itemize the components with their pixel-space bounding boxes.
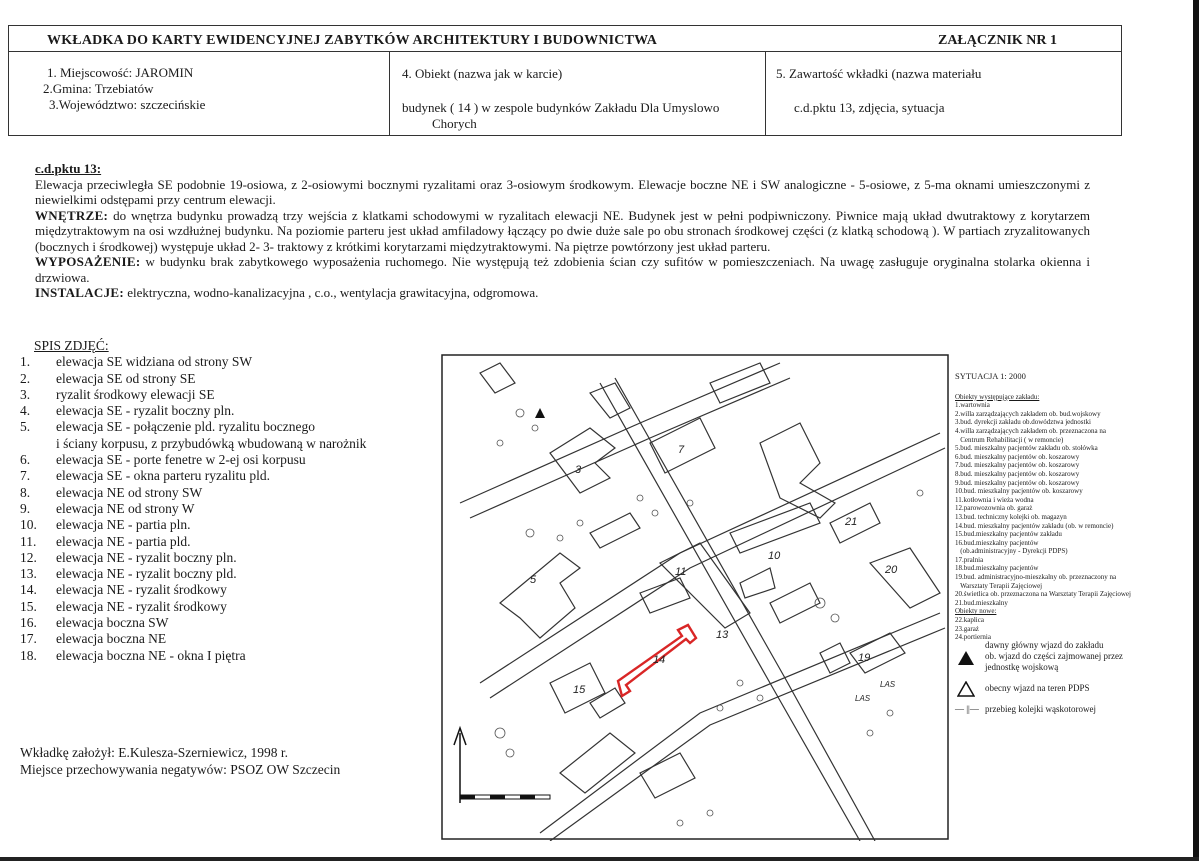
legend-item: 1.wartownia — [955, 401, 990, 410]
photo-list-item — [20, 403, 440, 419]
photo-caption: elewacja NE od strony W — [56, 500, 195, 516]
new-entrance-row — [955, 683, 1145, 694]
photo-list-item — [20, 371, 440, 387]
map-legend — [955, 372, 1135, 642]
map-label-20: 20 — [885, 564, 898, 576]
photo-caption: elewacja NE od strony SW — [56, 484, 203, 500]
legend-item: 18.bud.mieszkalny pacjentów — [955, 564, 1039, 573]
photo-caption: elewacja SE - ryzalit boczny pln. — [56, 403, 235, 419]
photo-caption: elewacja SE - połączenie pld. ryzalitu bocznego — [56, 419, 316, 435]
description-section — [35, 161, 1090, 301]
installations-paragraph: INSTALACJE: elektryczna, wodno-kanalizacyjna , c.o., wentylacja grawitacyjna, odgromowa. — [35, 285, 539, 300]
old-entrance-text-2: ob. wjazd do części zajmowanej przez — [985, 651, 1123, 661]
map-label-15: 15 — [573, 684, 586, 696]
photo-caption: ryzalit środkowy elewacji SE — [56, 386, 215, 402]
document-title: WKŁADKA DO KARTY EWIDENCYJNEJ ZABYTKÓW ARCHITEKTURY I BUDOWNICTWA — [47, 33, 658, 48]
scan-edge-bottom — [0, 857, 1199, 861]
photo-list-item — [20, 452, 440, 468]
map-label-3: 3 — [575, 464, 582, 476]
photo-number: 17. — [20, 631, 37, 647]
legend-item: 16.bud.mieszkalny pacjentów — [955, 538, 1039, 547]
legend-item: 10.bud. mieszkalny pacjentów ob. koszarowy — [955, 487, 1083, 496]
photo-number: 6. — [20, 452, 31, 468]
site-plan-map — [440, 353, 950, 841]
legend-subtitle: Obiekty występujące zakładu: — [955, 392, 1040, 401]
photo-caption: elewacja SE widziana od strony SW — [56, 354, 253, 370]
equipment-label: WYPOSAŻENIE: — [35, 254, 141, 269]
photo-list-item — [20, 468, 440, 484]
legend-item: 11.kotłownia i wieża wodna — [955, 495, 1034, 504]
photo-list-item — [20, 550, 440, 566]
legend-item: 17.pralnia — [955, 555, 984, 564]
new-entrance-text: obecny wjazd na teren PDPS — [985, 683, 1090, 693]
photo-list-item — [20, 436, 440, 452]
photo-list-item — [20, 631, 440, 647]
photo-caption: elewacja NE - partia pld. — [56, 533, 191, 549]
photo-list-item — [20, 599, 440, 615]
description-heading: c.d.pktu 13: — [35, 161, 102, 176]
map-label-5: 5 — [530, 574, 537, 586]
photo-list-item — [20, 648, 440, 664]
content-label: 5. Zawartość wkładki (nazwa materiału — [776, 66, 982, 81]
locality-line: 1. Miejscowość: JAROMIN — [47, 65, 194, 80]
photo-number: 2. — [20, 370, 31, 386]
legend-item: 13.bud. techniczny kolejki ob. magazyn — [955, 512, 1067, 521]
photo-caption: elewacja NE - ryzalit boczny pld. — [56, 566, 237, 582]
legend-item: 23.garaż — [955, 624, 979, 633]
railway-row — [955, 704, 1145, 715]
legend-item: Warsztaty Terapii Zajęciowej — [955, 581, 1043, 590]
photo-number: 8. — [20, 484, 31, 500]
author-line: Wkładkę założył: E.Kulesza-Szerniewicz, 1998 r. — [20, 745, 289, 760]
map-label-11: 11 — [675, 566, 687, 578]
legend-item: 4.willa zarządzających zakładem ob. przeznaczona na — [955, 426, 1106, 435]
object-cell — [390, 52, 766, 135]
legend-item: 7.bud. mieszkalny pacjentów ob. koszarowy — [955, 461, 1080, 470]
map-label-las-1: LAS — [880, 680, 896, 689]
elevation-paragraph: Elewacja przeciwległa SE podobnie 19-osiowa, z 2-osiowymi bocznymi ryzalitami oraz 3-osiowym środkowym. Elewacje boczne NE i SW analogiczne - 5-osiowe, z 5-ma oknami umieszczonymi z niewielkimi odstępami przy centrum elewacji. — [35, 176, 1090, 207]
equipment-paragraph: WYPOSAŻENIE: w budynku brak zabytkowego wyposażenia ruchomego. Nie występują też zdobienia ścian czy sufitów w pomieszczeniach. Na uwagę zasługuje oryginalna stolarka okienna i drzwiowa. — [35, 254, 1090, 285]
photo-caption: i ściany korpusu, z przybudówką wbudowaną w narożnik — [56, 435, 367, 451]
photo-caption: elewacja NE - ryzalit środkowy — [56, 598, 227, 614]
photo-number: 3. — [20, 386, 31, 402]
map-label-19: 19 — [858, 652, 871, 664]
legend-item: 3.bud. dyrekcji zakładu ob.dowództwa jednostki — [955, 418, 1091, 427]
annex-number: ZAŁĄCZNIK NR 1 — [937, 33, 1057, 48]
photo-list-item — [20, 354, 440, 370]
photo-caption: elewacja SE od strony SE — [56, 370, 196, 386]
photo-number: 18. — [20, 647, 37, 663]
photo-list-item — [20, 387, 440, 403]
commune-line: 2.Gmina: Trzebiatów — [43, 81, 154, 96]
legend-item: 8.bud. mieszkalny pacjentów ob. koszarowy — [955, 469, 1080, 478]
map-label-21: 21 — [845, 516, 858, 528]
interior-label: WNĘTRZE: — [35, 207, 109, 223]
legend-item: 6.bud. mieszkalny pacjentów ob. koszarowy — [955, 452, 1080, 461]
photo-list-heading: SPIS ZDJĘĆ: — [34, 338, 109, 353]
map-label-las-2: LAS — [855, 694, 871, 703]
railway-symbol: — ||— — [955, 704, 979, 714]
photo-number: 7. — [20, 468, 31, 484]
photo-caption: elewacja boczna NE — [56, 631, 167, 647]
filled-triangle-icon — [957, 650, 975, 666]
location-cell — [9, 52, 390, 135]
photo-number: 5. — [20, 419, 31, 435]
photo-list — [20, 354, 440, 664]
photo-number: 4. — [20, 403, 31, 419]
photo-number: 15. — [20, 598, 37, 614]
content-cell — [766, 52, 1121, 135]
negatives-storage-line: Miejsce przechowywania negatywów: PSOZ OW Szczecin — [20, 762, 341, 777]
photo-caption: elewacja SE - okna parteru ryzalitu pld. — [56, 468, 271, 484]
legend-item: (ob.administracyjny - Dyrekcji PDPS) — [955, 547, 1068, 556]
photo-list-section — [20, 338, 440, 664]
photo-number: 1. — [20, 354, 31, 370]
photo-number: 12. — [20, 549, 37, 565]
legend-item: 21.bud.mieszkalny — [955, 598, 1008, 607]
photo-list-item — [20, 501, 440, 517]
photo-number: 9. — [20, 500, 31, 516]
outline-triangle-icon — [957, 681, 975, 697]
photo-caption: elewacja boczna SW — [56, 615, 169, 631]
photo-caption: elewacja NE - ryzalit boczny pln. — [56, 549, 237, 565]
legend-item: 15.bud.mieszkalny pacjentów zakładu — [955, 530, 1062, 539]
legend-title: SYTUACJA 1: 2000 — [955, 371, 1026, 381]
legend-item: 22.kaplica — [955, 616, 984, 625]
object-value-cont: Chorych — [432, 116, 477, 131]
photo-caption: elewacja NE - ryzalit środkowy — [56, 582, 227, 598]
photo-list-item — [20, 485, 440, 501]
legend-item: 12.parowozownia ob. garaż — [955, 504, 1033, 513]
photo-number: 11. — [20, 533, 37, 549]
author-block — [20, 744, 340, 778]
photo-number: 10. — [20, 517, 37, 533]
legend-item: 24.portiernia — [955, 633, 991, 642]
photo-list-item — [20, 582, 440, 598]
legend-item: Centrum Rehabilitacji ( w remoncie) — [955, 435, 1064, 444]
photo-number — [20, 436, 56, 452]
installations-label: INSTALACJE: — [35, 285, 125, 300]
photo-caption: elewacja NE - partia pln. — [56, 517, 191, 533]
legend-item: 9.bud. mieszkalny pacjentów ob. koszarowy — [955, 478, 1080, 487]
old-entrance-text-1: dawny główny wjazd do zakładu — [985, 640, 1104, 650]
interior-paragraph: WNĘTRZE: do wnętrza budynku prowadzą trzy wejścia z klatkami schodowymi w ryzalitach elewacji NE. Budynek jest w pełni podpiwniczony. Piwnice mają układ dwutraktowy z korytarzem międzytraktowym na osi wzdłużnej budynku. Na poziomie parteru jest układ amfiladowy łączący po dwie duże sale po obu stronach środkowej części (z klatką schodową ). W partiach zryzalitowanych (bocznych i środkowej) występuje układ 2- 3- traktowy z krótkimi korytarzami międzytraktowymi. Na piętrze powtórzony jest układ parteru. — [35, 207, 1090, 254]
photo-caption: elewacja SE - porte fenetre w 2-ej osi korpusu — [56, 452, 306, 468]
legend-item: Obiekty nowe: — [955, 607, 997, 616]
scan-edge-right — [1193, 0, 1199, 861]
photo-list-item — [20, 566, 440, 582]
photo-caption: elewacja boczna NE - okna I piętra — [56, 647, 246, 663]
old-entrance-text-3: jednostkę wojskową — [985, 662, 1059, 672]
content-value: c.d.pktu 13, zdjęcia, sytuacja — [794, 100, 945, 115]
legend-item: 20.świetlica ob. przeznaczona na Warsztaty Terapii Zajęciowej — [955, 590, 1131, 599]
photo-list-item — [20, 517, 440, 533]
object-label: 4. Obiekt (nazwa jak w karcie) — [402, 66, 563, 81]
old-entrance-row — [955, 640, 1145, 673]
info-table — [8, 51, 1122, 136]
photo-number: 14. — [20, 582, 37, 598]
photo-list-item — [20, 615, 440, 631]
legend-item: 14.bud. mieszkalny pacjentów zakładu (ob. w remoncie) — [955, 521, 1114, 530]
header-bar — [8, 25, 1122, 52]
legend-item: 2.willa zarządzających zakładem ob. bud.wojskowy — [955, 409, 1101, 418]
legend-item: 5.bud. mieszkalny pacjentów zakładu ob. stołówka — [955, 444, 1098, 453]
object-value: budynek ( 14 ) w zespole budynków Zakładu Dla Umyslowo — [402, 100, 720, 115]
photo-list-item — [20, 419, 440, 435]
map-label-10: 10 — [768, 550, 781, 562]
voivodeship-line: 3.Województwo: szczecińskie — [49, 97, 206, 112]
map-label-13: 13 — [716, 629, 729, 641]
map-label-7: 7 — [678, 444, 685, 456]
photo-list-item — [20, 534, 440, 550]
legend-item: 19.bud. administracyjno-mieszkalny ob. przeznaczony na — [955, 573, 1117, 582]
map-label-14: 14 — [653, 654, 666, 666]
legend-items — [955, 401, 1135, 642]
photo-number: 16. — [20, 615, 37, 631]
symbol-legend — [955, 640, 1145, 725]
railway-text: przebieg kolejki wąskotorowej — [985, 704, 1096, 714]
photo-number: 13. — [20, 566, 37, 582]
